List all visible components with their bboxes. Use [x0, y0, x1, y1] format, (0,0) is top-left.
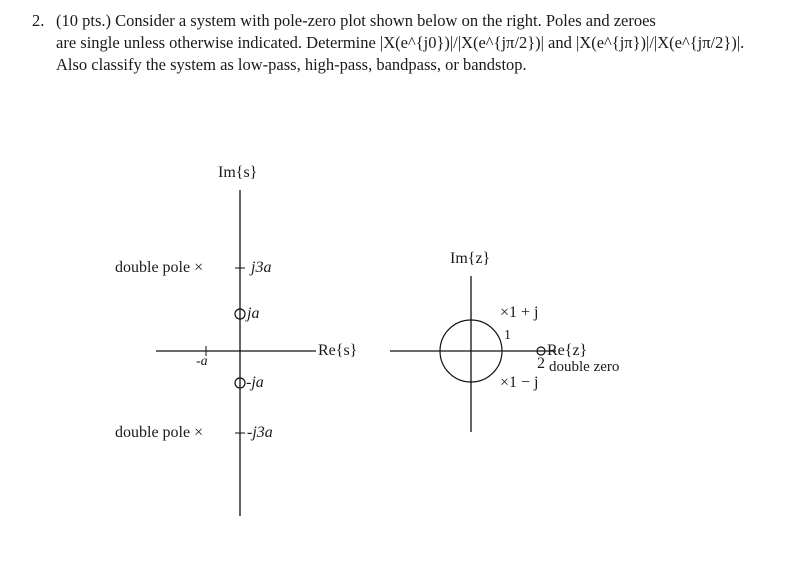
z-real-label: Re{z}	[547, 342, 588, 359]
s-real-label: Re{s}	[318, 342, 358, 359]
pole-top-label: ×1 + j	[500, 304, 539, 321]
double-pole-top-label: double pole ×	[115, 259, 204, 276]
double-zero-label: double zero	[549, 359, 620, 375]
pole-bottom-label: ×1 − j	[500, 374, 539, 391]
problem-line-3: Also classify the system as low-pass, high-pass, bandpass, or bandstop.	[56, 55, 527, 74]
tick-j3a-label: j3a	[251, 259, 272, 276]
tick-neg-a-label: -a	[196, 354, 208, 369]
tick-ja-label: ja	[247, 305, 260, 322]
z-imag-label: Im{z}	[450, 250, 491, 267]
s-imag-label: Im{s}	[218, 164, 258, 181]
problem-line-2: are single unless otherwise indicated. Determine |X(e^{j0})|/|X(e^{jπ/2})| and |X(e^{jπ})|/|X(e^{jπ/2})|.	[56, 33, 745, 52]
double-pole-bottom-label: double pole ×	[115, 424, 204, 441]
tick-neg-ja-label: -ja	[246, 374, 264, 391]
zero-count-label: 2	[537, 355, 545, 372]
unit-radius-label: 1	[504, 328, 511, 343]
problem-line-1: (10 pts.) Consider a system with pole-zero plot shown below on the right. Poles and zeroes	[56, 11, 656, 30]
problem-number: 2.	[32, 11, 45, 30]
tick-neg-j3a-label: -j3a	[247, 424, 273, 441]
